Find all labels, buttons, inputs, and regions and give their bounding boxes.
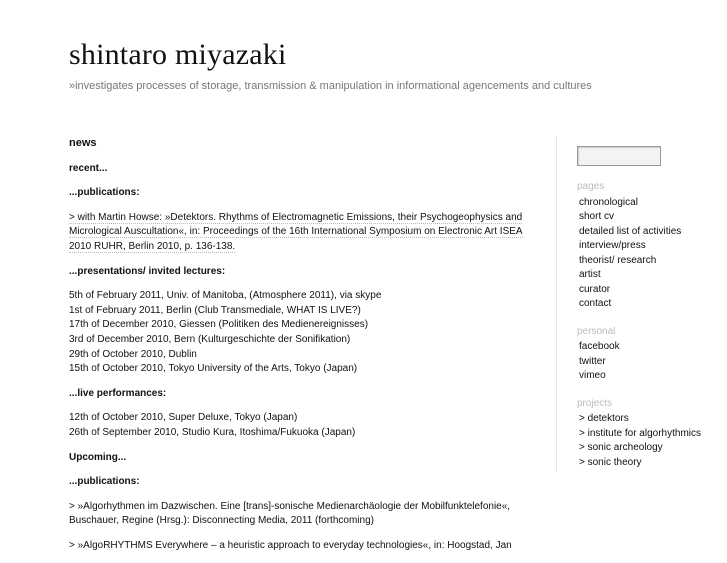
site-title[interactable]: shintaro miyazaki: [69, 38, 287, 71]
sidebar-link-interview-press[interactable]: interview/press: [579, 240, 646, 251]
projects-list: [579, 412, 722, 470]
sidebar-link-artist[interactable]: artist: [579, 269, 601, 280]
presentations-heading: ...presentations/ invited lectures:: [69, 265, 226, 277]
sidebar-link-twitter[interactable]: twitter: [579, 355, 606, 367]
list-item: 17th of December 2010, Giessen (Politiken des Medienereignisses): [69, 319, 369, 331]
recent-publication-entry: > with Martin Howse: »Detektors. Rhythms of Electromagnetic Emissions, their Psychogeophysics and Micrological Auscultation«, in: Proceedings of the 16th International Symposium on Electronic Art ISEA 2010 RUHR, Berlin 2010, p. 136-138.: [69, 211, 523, 252]
upcoming-publications-heading: ...publications:: [69, 476, 140, 488]
sidebar-link-chronological[interactable]: chronological: [579, 196, 638, 208]
recent-heading: recent...: [69, 162, 108, 174]
sidebar-link-institute-for-algorhythmics[interactable]: > institute for algorhythmics: [579, 427, 701, 439]
personal-list: [579, 340, 722, 384]
sidebar-link-detektors[interactable]: > detektors: [579, 413, 629, 424]
sidebar-link-vimeo[interactable]: vimeo: [579, 370, 606, 381]
presentations-list: [69, 289, 529, 377]
upcoming-publication-entry: > »Algorhythmen im Dazwischen. Eine [trans]-sonische Medienarchäologie der Mobilfunktelefonie«, Buschauer, Regine (Hrsg.): Disconnecting Media, 2011 (forthcoming): [69, 500, 511, 527]
sidebar-link-sonic-archeology[interactable]: > sonic archeology: [579, 442, 663, 453]
sidebar-link-sonic-theory[interactable]: > sonic theory: [579, 456, 642, 468]
upcoming-publication-entry: > »AlgoRHYTHMS Everywhere – a heuristic approach to everyday technologies«, in: Hoogstad, Jan: [69, 539, 512, 551]
list-item: 15th of October 2010, Tokyo University of the Arts, Tokyo (Japan): [69, 363, 358, 375]
sidebar-link-facebook[interactable]: facebook: [579, 341, 620, 352]
sidebar-link-curator[interactable]: curator: [579, 283, 611, 295]
recent-publications-heading: ...publications:: [69, 187, 140, 199]
list-item: 26th of September 2010, Studio Kura, Itoshima/Fukuoka (Japan): [69, 426, 356, 438]
list-item: 1st of February 2011, Berlin (Club Transmediale, WHAT IS LIVE?): [69, 304, 361, 316]
live-performances-list: [69, 411, 529, 440]
pages-list: [579, 196, 722, 312]
list-item: 5th of February 2011, Univ. of Manitoba, (Atmosphere 2011), via skype: [69, 290, 382, 302]
sidebar-link-theorist-research[interactable]: theorist/ research: [579, 254, 657, 266]
sidebar-link-short-cv[interactable]: short cv: [579, 211, 615, 222]
sidebar-link-contact[interactable]: contact: [579, 298, 612, 309]
list-item: 3rd of December 2010, Bern (Kulturgeschichte der Sonifikation): [69, 333, 351, 345]
list-item: 29th of October 2010, Dublin: [69, 348, 197, 360]
live-performances-heading: ...live performances:: [69, 387, 167, 399]
personal-heading: personal: [577, 325, 616, 337]
site-tagline: »investigates processes of storage, transmission & manipulation in informational agencements and cultures: [69, 80, 592, 92]
main-content: [69, 136, 529, 563]
section-title: news: [69, 137, 97, 149]
projects-heading: projects: [577, 397, 613, 409]
sidebar-divider: [556, 136, 557, 471]
upcoming-heading: Upcoming...: [69, 451, 127, 463]
sidebar: [577, 146, 722, 483]
sidebar-link-detailed-list[interactable]: detailed list of activities: [579, 225, 682, 237]
pages-heading: pages: [577, 181, 605, 192]
search-input[interactable]: [577, 146, 661, 166]
list-item: 12th of October 2010, Super Deluxe, Tokyo (Japan): [69, 412, 298, 424]
